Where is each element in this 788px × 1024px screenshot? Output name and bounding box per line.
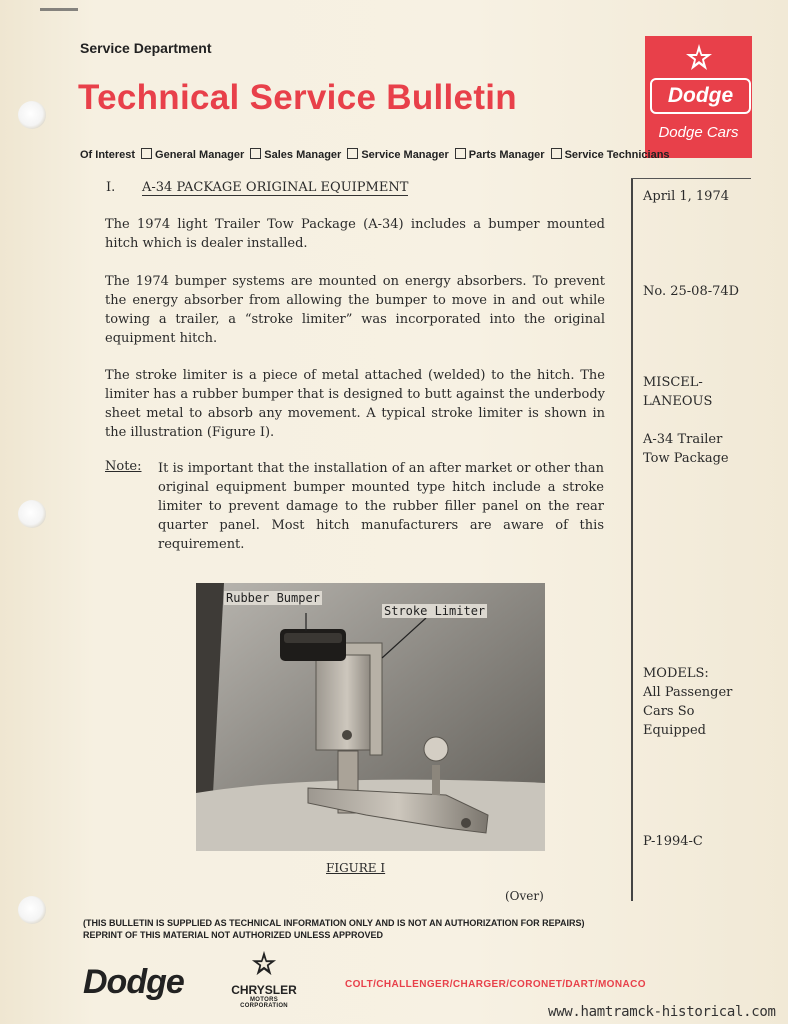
interest-general-manager: General Manager	[155, 149, 245, 161]
section-number: I.	[106, 180, 116, 195]
sidebar-top-rule	[631, 178, 751, 179]
dodge-cars-label: Dodge Cars	[658, 124, 739, 141]
interest-row	[80, 148, 670, 161]
subject-line-1: A-34 Trailer	[643, 432, 723, 447]
disclaimer	[83, 917, 585, 941]
figure-caption: FIGURE I	[326, 861, 386, 875]
models-line-1: All Passenger	[643, 685, 733, 700]
note-text: It is important that the installation of an after market or other than original equipment bumper mounted type hitch include a stroke limiter to prevent damage to the rubber filler panel on the rear quarter panel. Most hitch manufacturers are aware of this requirement.	[158, 461, 604, 552]
sidebar-divider	[631, 178, 633, 901]
section-title: A-34 PACKAGE ORIGINAL EQUIPMENT	[142, 180, 409, 195]
paragraph-1: The 1974 light Trailer Tow Package (A-34) includes a bumper mounted hitch which is dealer installed.	[105, 217, 605, 251]
department-label: Service Department	[80, 40, 212, 56]
chrysler-pentastar-icon	[251, 950, 277, 976]
chrysler-logo	[228, 950, 300, 1009]
pentastar-icon	[685, 43, 713, 71]
form-number: P-1994-C	[643, 834, 703, 849]
interest-service-manager: Service Manager	[361, 149, 449, 161]
interest-label: Of Interest	[80, 149, 136, 161]
bulletin-date: April 1, 1974	[643, 189, 729, 204]
callout-stroke-limiter: Stroke Limiter	[384, 604, 486, 618]
dodge-logo-block	[645, 36, 752, 158]
interest-sales-manager: Sales Manager	[264, 149, 342, 161]
bulletin-number: No. 25-08-74D	[643, 284, 740, 299]
category-line-1: MISCEL-	[643, 375, 703, 390]
hitch-illustration	[196, 583, 545, 851]
models-line-2: Cars So	[643, 704, 695, 719]
disclaimer-line-1: (THIS BULLETIN IS SUPPLIED AS TECHNICAL INFORMATION ONLY AND IS NOT AN AUTHORIZATION FOR REPAIRS)	[83, 918, 585, 928]
bulletin-title: Technical Service Bulletin	[78, 78, 517, 117]
callout-rubber-bumper: Rubber Bumper	[226, 591, 320, 605]
models-label: MODELS:	[643, 666, 709, 681]
checkbox-parts-manager	[455, 148, 466, 159]
chrysler-corp: MOTORS CORPORATION	[240, 997, 288, 1009]
interest-parts-manager: Parts Manager	[468, 149, 545, 161]
over-label: (Over)	[505, 889, 544, 903]
note-label: Note:	[105, 459, 142, 474]
paragraph-3: The stroke limiter is a piece of metal attached (welded) to the hitch. The limiter has a rubber bumper that is designed to butt against the underbody sheet metal to absorb any movement. A typical stroke limiter is shown in the illustration (Figure I).	[105, 368, 605, 440]
checkbox-service-manager	[347, 148, 358, 159]
checkbox-service-technicians	[551, 148, 562, 159]
interest-service-technicians: Service Technicians	[564, 149, 670, 161]
chrysler-name: CHRYSLER	[231, 983, 297, 997]
disclaimer-line-2: REPRINT OF THIS MATERIAL NOT AUTHORIZED UNLESS APPROVED	[83, 930, 384, 940]
dodge-brand-logo: Dodge	[83, 963, 184, 1001]
dodge-logo-text: Dodge	[650, 78, 751, 114]
punch-hole-top	[18, 101, 46, 129]
section-heading	[106, 180, 409, 195]
punch-hole-bottom	[18, 896, 46, 924]
paragraph-2: The 1974 bumper systems are mounted on energy absorbers. To prevent the energy absorber from allowing the bumper to move in and out while towing a trailer, a “stroke limiter” was incorporated into the original equipment hitch.	[105, 274, 605, 346]
checkbox-sales-manager	[250, 148, 261, 159]
category-line-2: LANEOUS	[643, 394, 713, 409]
watermark: www.hamtramck-historical.com	[548, 1004, 776, 1020]
figure-photo	[196, 583, 545, 851]
checkbox-general-manager	[141, 148, 152, 159]
model-lineup: COLT/CHALLENGER/CHARGER/CORONET/DART/MONACO	[345, 979, 646, 990]
subject-line-2: Tow Package	[643, 451, 729, 466]
punch-hole-middle	[18, 500, 46, 528]
fold-mark	[40, 8, 78, 11]
models-line-3: Equipped	[643, 723, 707, 738]
